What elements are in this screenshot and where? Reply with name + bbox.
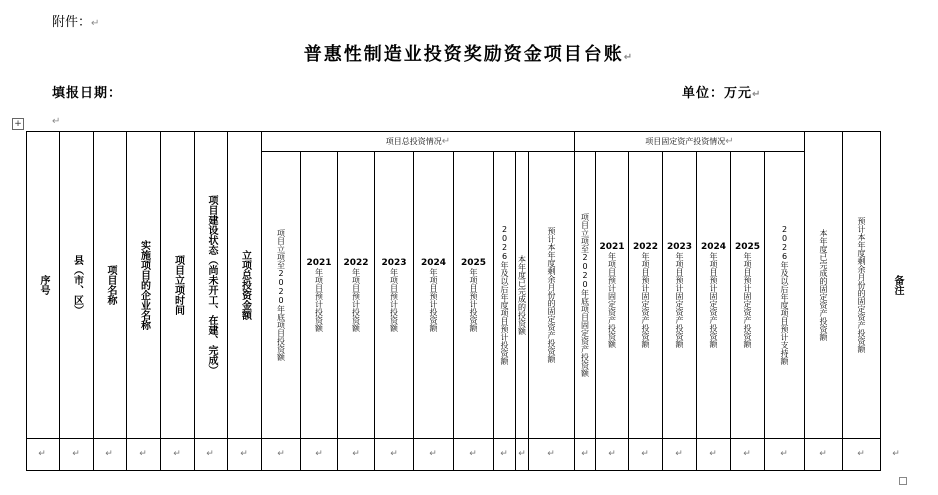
empty-cell[interactable]: ↵ xyxy=(38,449,46,459)
header-fixed-completed-this-year: 本年度已完成的固定资产投资额 xyxy=(819,229,828,341)
empty-cell[interactable]: ↵ xyxy=(892,449,900,459)
fill-date-label: 填报日期： xyxy=(52,86,123,101)
header-approval-time: 项目立项时间 xyxy=(172,255,184,315)
empty-cell[interactable]: ↵ xyxy=(429,449,437,459)
empty-cell[interactable]: ↵ xyxy=(390,449,398,459)
header-total-remaining-months: 预计本年度剩余月份的固定资产投资额 xyxy=(547,227,556,363)
header-fixed-2025: 2025 年项目预计固定资产投资额 xyxy=(734,242,761,348)
header-fixed-remaining-months: 预计本年度剩余月份的固定资产投资额 xyxy=(857,217,866,353)
header-total-2021: 2021 年项目预计投资额 xyxy=(306,258,332,332)
header-group-total-investment: 项目总投资情况↵ xyxy=(385,136,451,147)
header-total-2023: 2023 年项目预计投资额 xyxy=(381,258,407,332)
header-construction-status: 项目建设状态（尚未开工、在建、完成） xyxy=(206,195,217,375)
header-fixed-to-2020: 项目立项至2020年底项目固定资产投资额 xyxy=(580,213,590,377)
header-total-completed-this-year: 本年度已完成的投资额 xyxy=(517,255,527,335)
empty-cell[interactable]: ↵ xyxy=(641,449,649,459)
header-county: 县（市、区） xyxy=(71,255,83,315)
empty-cell[interactable]: ↵ xyxy=(240,449,248,459)
header-serial-number: 序号 xyxy=(38,275,49,295)
empty-cell[interactable]: ↵ xyxy=(352,449,360,459)
paragraph-mark: ↵ xyxy=(52,116,61,127)
empty-cell[interactable]: ↵ xyxy=(315,449,323,459)
empty-cell[interactable]: ↵ xyxy=(819,449,827,459)
attachment-label: 附件：↵ xyxy=(52,15,100,30)
empty-cell[interactable]: ↵ xyxy=(608,449,616,459)
table-move-handle-icon[interactable]: + xyxy=(12,118,24,130)
empty-cell[interactable]: ↵ xyxy=(139,449,147,459)
document-title: 普惠性制造业投资奖励资金项目台账↵ xyxy=(303,44,635,65)
header-remarks: 备注 xyxy=(892,275,903,295)
header-total-2024: 2024 年项目预计投资额 xyxy=(420,258,447,332)
empty-cell[interactable]: ↵ xyxy=(675,449,683,459)
unit-label: 单位：万元↵ xyxy=(682,86,762,101)
empty-cell[interactable]: ↵ xyxy=(581,449,589,459)
header-fixed-2023: 2023 年项目预计固定资产投资额 xyxy=(666,242,693,348)
table-resize-handle-icon[interactable] xyxy=(899,477,907,485)
header-total-2022: 2022 年项目预计投资额 xyxy=(343,258,369,332)
empty-cell[interactable]: ↵ xyxy=(709,449,717,459)
header-fixed-2024: 2024 年项目预计固定资产投资额 xyxy=(700,242,727,348)
header-fixed-2021: 2021 年项目预计固定资产投资额 xyxy=(599,242,625,348)
empty-cell[interactable]: ↵ xyxy=(173,449,181,459)
empty-cell[interactable]: ↵ xyxy=(277,449,285,459)
empty-cell[interactable]: ↵ xyxy=(500,449,508,459)
empty-cell[interactable]: ↵ xyxy=(469,449,477,459)
empty-cell[interactable]: ↵ xyxy=(743,449,751,459)
empty-cell[interactable]: ↵ xyxy=(780,449,788,459)
header-group-fixed-assets: 项目固定资产投资情况↵ xyxy=(645,136,734,147)
header-fixed-2026-support: 2026年及以后年度项目预计支持额 xyxy=(780,225,789,365)
empty-cell[interactable]: ↵ xyxy=(547,449,555,459)
header-total-to-2020: 项目立项至2020年底项目投资额 xyxy=(276,229,286,361)
header-total-investment: 立项总投资金额 xyxy=(239,250,251,320)
empty-cell[interactable]: ↵ xyxy=(518,449,526,459)
header-fixed-2022: 2022 年项目预计固定资产投资额 xyxy=(632,242,659,348)
empty-cell[interactable]: ↵ xyxy=(105,449,113,459)
header-enterprise-name: 实施项目的企业名称 xyxy=(138,240,150,330)
header-total-2025: 2025 年项目预计投资额 xyxy=(460,258,487,332)
header-project-name: 项目名称 xyxy=(105,265,116,305)
empty-cell[interactable]: ↵ xyxy=(206,449,214,459)
empty-cell[interactable]: ↵ xyxy=(72,449,80,459)
empty-cell[interactable]: ↵ xyxy=(857,449,865,459)
header-total-2026-later: 2026年及以后年度项目预计投资额 xyxy=(500,225,509,365)
